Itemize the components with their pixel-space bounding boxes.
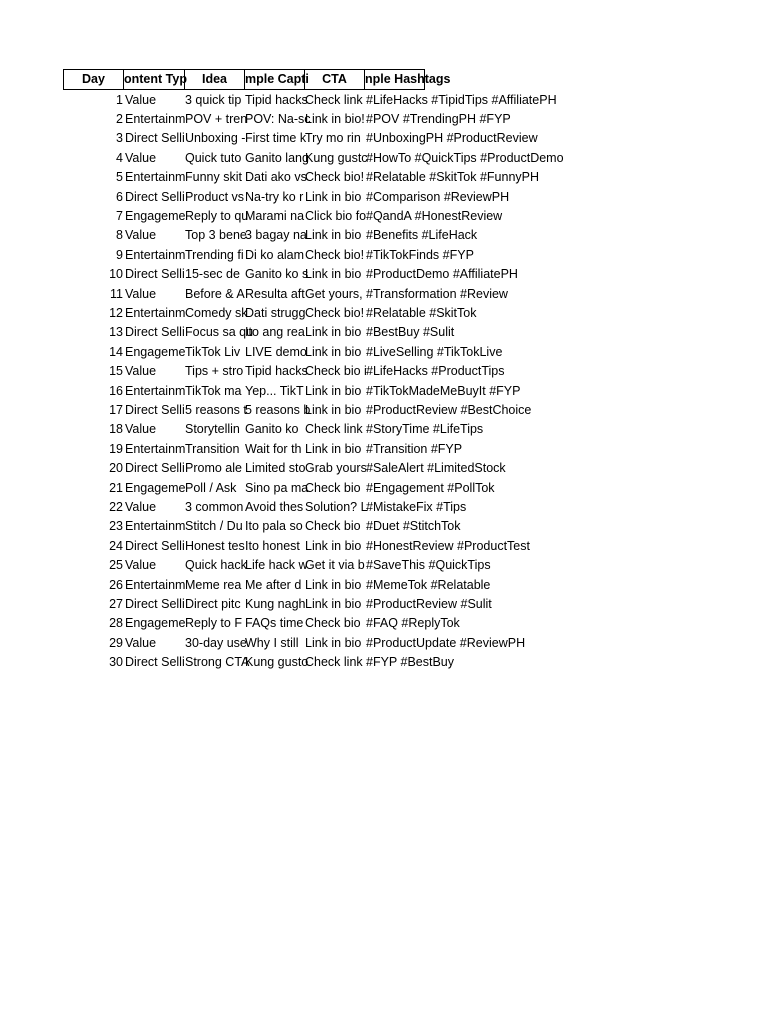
cell-day[interactable]: 6 (116, 189, 123, 204)
cell-day[interactable]: 12 (109, 305, 123, 320)
cell-content-type[interactable]: Entertainm (125, 441, 186, 456)
table-row (0, 498, 768, 517)
cell-idea[interactable]: Trending fi (185, 247, 244, 262)
cell-content-type[interactable]: Entertainm (125, 577, 186, 592)
cell-content-type[interactable]: Value (125, 228, 157, 243)
cell-sample-hashtags[interactable]: #FAQ #ReplyTok (366, 616, 460, 631)
cell-sample-hashtags[interactable]: #Relatable #SkitTok (366, 305, 477, 320)
table-row (0, 110, 768, 129)
cell-idea[interactable]: Poll / Ask (185, 480, 237, 495)
cell-sample-hashtags[interactable]: #LifeHacks #ProductTips (366, 364, 505, 379)
cell-sample-caption[interactable]: Tipid hacks (245, 364, 308, 379)
cell-cta[interactable]: Link in bio (305, 577, 362, 592)
cell-content-type[interactable]: Direct Selli (125, 189, 185, 204)
cell-content-type[interactable]: Value (125, 286, 157, 301)
cell-content-type[interactable]: Direct Selli (125, 131, 185, 146)
cell-cta[interactable]: Grab yours (305, 461, 367, 476)
cell-day[interactable]: 14 (109, 344, 123, 359)
cell-content-type[interactable]: Value (125, 150, 157, 165)
cell-sample-caption[interactable]: Avoid thes (245, 499, 304, 514)
cell-day[interactable]: 9 (116, 247, 123, 262)
cell-sample-hashtags[interactable]: #SaleAlert #LimitedStock (366, 461, 506, 476)
cell-sample-hashtags[interactable]: #ProductDemo #AffiliatePH (366, 267, 518, 282)
cell-sample-caption[interactable]: 5 reasons b (245, 402, 311, 417)
cell-sample-caption[interactable]: Me after d (245, 577, 302, 592)
cell-sample-hashtags[interactable]: #Relatable #SkitTok #FunnyPH (366, 170, 540, 185)
cell-cta[interactable]: Link in bio (305, 344, 362, 359)
cell-content-type[interactable]: Direct Selli (125, 596, 185, 611)
cell-day[interactable]: 15 (109, 364, 123, 379)
cell-idea[interactable]: Reply to qu (185, 208, 249, 223)
cell-sample-caption[interactable]: FAQs time (245, 616, 304, 631)
cell-cta[interactable]: Check link (305, 422, 363, 437)
cell-cta[interactable]: Get yours, (305, 286, 363, 301)
cell-day[interactable]: 7 (116, 208, 123, 223)
cell-sample-caption[interactable]: LIVE demo (245, 344, 307, 359)
cell-cta[interactable]: Link in bio (305, 228, 362, 243)
table-row (0, 537, 768, 556)
cell-sample-caption[interactable]: Wait for th (245, 441, 302, 456)
cell-idea[interactable]: Before & A (185, 286, 245, 301)
cell-content-type[interactable]: Value (125, 499, 157, 514)
cell-idea[interactable]: Strong CTA (185, 655, 250, 670)
cell-sample-hashtags[interactable]: #SaveThis #QuickTips (366, 558, 491, 573)
header-cta[interactable]: CTA (304, 69, 365, 90)
cell-sample-caption[interactable]: Ganito ko (245, 422, 299, 437)
cell-sample-hashtags[interactable]: #Engagement #PollTok (366, 480, 495, 495)
cell-day[interactable]: 30 (109, 655, 123, 670)
cell-sample-caption[interactable]: Why I still (245, 635, 299, 650)
cell-sample-caption[interactable]: Marami na (245, 208, 305, 223)
cell-day[interactable]: 20 (109, 461, 123, 476)
cell-idea[interactable]: 3 common (185, 499, 244, 514)
cell-sample-hashtags[interactable]: #Comparison #ReviewPH (366, 189, 510, 204)
header-day[interactable]: Day (63, 69, 124, 90)
cell-sample-hashtags[interactable]: #HonestReview #ProductTest (366, 538, 530, 553)
table-row (0, 479, 768, 498)
cell-sample-caption[interactable]: Resulta aft (245, 286, 305, 301)
cell-day[interactable]: 19 (109, 441, 123, 456)
table-row (0, 595, 768, 614)
cell-content-type[interactable]: Value (125, 364, 157, 379)
cell-cta[interactable]: Link in bio (305, 596, 362, 611)
table-row (0, 362, 768, 381)
cell-day[interactable]: 5 (116, 170, 123, 185)
cell-cta[interactable]: Solution? L (305, 499, 368, 514)
cell-sample-caption[interactable]: Tipid hacks (245, 92, 308, 107)
cell-sample-caption[interactable]: Ganito ko s (245, 267, 309, 282)
cell-sample-caption[interactable]: Dati strugg (245, 305, 306, 320)
cell-sample-caption[interactable]: Yep... TikT (245, 383, 304, 398)
cell-sample-caption[interactable]: Life hack w (245, 558, 308, 573)
table-row (0, 323, 768, 342)
cell-sample-hashtags[interactable]: #MemeTok #Relatable (366, 577, 491, 592)
cell-content-type[interactable]: Engageme (125, 480, 186, 495)
cell-sample-caption[interactable]: Ito ang rea (245, 325, 305, 340)
cell-cta[interactable]: Check bio! (305, 170, 365, 185)
table-row (0, 401, 768, 420)
cell-cta[interactable]: Check link (305, 655, 363, 670)
table-row (0, 91, 768, 110)
cell-day[interactable]: 4 (116, 150, 123, 165)
table-row (0, 556, 768, 575)
table-row (0, 226, 768, 245)
cell-cta[interactable]: Link in bio (305, 383, 362, 398)
cell-content-type[interactable]: Value (125, 635, 157, 650)
cell-cta[interactable]: Kung gustc (305, 150, 368, 165)
table-row (0, 304, 768, 323)
cell-content-type[interactable]: Entertainm (125, 305, 186, 320)
cell-idea[interactable]: Tips + stro (185, 364, 244, 379)
cell-idea[interactable]: TikTok Liv (185, 344, 241, 359)
cell-idea[interactable]: POV + tren (185, 111, 248, 126)
cell-cta[interactable]: Link in bio (305, 635, 362, 650)
cell-idea[interactable]: Stitch / Du (185, 519, 243, 534)
cell-content-type[interactable]: Value (125, 422, 157, 437)
cell-idea[interactable]: Focus sa qu (185, 325, 254, 340)
cell-cta[interactable]: Link in bio (305, 538, 362, 553)
table-row (0, 576, 768, 595)
cell-cta[interactable]: Check bio! (305, 305, 365, 320)
cell-sample-hashtags[interactable]: #LiveSelling #TikTokLive (366, 344, 503, 359)
cell-idea[interactable]: Meme rea (185, 577, 242, 592)
cell-sample-hashtags[interactable]: #MistakeFix #Tips (366, 499, 467, 514)
cell-idea[interactable]: Direct pitc (185, 596, 241, 611)
cell-sample-caption[interactable]: Limited sto (245, 461, 306, 476)
cell-day[interactable]: 16 (109, 383, 123, 398)
cell-day[interactable]: 27 (109, 596, 123, 611)
table-row (0, 653, 768, 672)
table-row (0, 614, 768, 633)
cell-day[interactable]: 24 (109, 538, 123, 553)
cell-sample-hashtags[interactable]: #ProductReview #Sulit (366, 596, 492, 611)
cell-cta[interactable]: Get it via b (305, 558, 365, 573)
header-sample-hashtags[interactable]: nple Hashtags (364, 69, 425, 90)
table-row (0, 343, 768, 362)
cell-cta[interactable]: Try mo rin (305, 131, 361, 146)
cell-sample-hashtags[interactable]: #StoryTime #LifeTips (366, 422, 484, 437)
cell-idea[interactable]: Top 3 bene (185, 228, 247, 243)
cell-cta[interactable]: Link in bio (305, 267, 362, 282)
cell-sample-hashtags[interactable]: #TikTokMadeMeBuyIt #FYP (366, 383, 521, 398)
table-row (0, 420, 768, 439)
cell-content-type[interactable]: Direct Selli (125, 655, 185, 670)
cell-sample-hashtags[interactable]: #FYP #BestBuy (366, 655, 455, 670)
cell-content-type[interactable]: Direct Selli (125, 325, 185, 340)
cell-sample-hashtags[interactable]: #UnboxingPH #ProductReview (366, 131, 538, 146)
cell-day[interactable]: 13 (109, 325, 123, 340)
cell-day[interactable]: 22 (109, 499, 123, 514)
cell-cta[interactable]: Link in bio (305, 189, 362, 204)
cell-idea[interactable]: Storytellin (185, 422, 240, 437)
cell-day[interactable]: 23 (109, 519, 123, 534)
table-row (0, 440, 768, 459)
cell-cta[interactable]: Check bio (305, 480, 361, 495)
cell-sample-hashtags[interactable]: #Duet #StitchTok (366, 519, 461, 534)
cell-sample-hashtags[interactable]: #POV #TrendingPH #FYP (366, 111, 511, 126)
cell-idea[interactable]: Comedy sk (185, 305, 248, 320)
cell-sample-caption[interactable]: 3 bagay na (245, 228, 307, 243)
cell-day[interactable]: 10 (109, 267, 123, 282)
cell-day[interactable]: 18 (109, 422, 123, 437)
table-row (0, 246, 768, 265)
cell-content-type[interactable]: Entertainm (125, 247, 186, 262)
cell-content-type[interactable]: Value (125, 558, 157, 573)
cell-sample-hashtags[interactable]: #QandA #HonestReview (366, 208, 503, 223)
cell-sample-caption[interactable]: First time k (245, 131, 307, 146)
cell-idea[interactable]: TikTok ma (185, 383, 242, 398)
cell-content-type[interactable]: Entertainm (125, 383, 186, 398)
header-sample-caption[interactable]: mple Capti (244, 69, 305, 90)
cell-sample-hashtags[interactable]: #Transformation #Review (366, 286, 508, 301)
cell-sample-hashtags[interactable]: #BestBuy #Sulit (366, 325, 455, 340)
cell-day[interactable]: 25 (109, 558, 123, 573)
cell-sample-caption[interactable]: Ganito lang (245, 150, 309, 165)
cell-sample-hashtags[interactable]: #TikTokFinds #FYP (366, 247, 474, 262)
cell-content-type[interactable]: Engageme (125, 616, 186, 631)
cell-sample-caption[interactable]: POV: Na-sc (245, 111, 311, 126)
cell-sample-caption[interactable]: Ito honest (245, 538, 300, 553)
cell-content-type[interactable]: Value (125, 92, 157, 107)
cell-idea[interactable]: Honest tes (185, 538, 245, 553)
table-row (0, 634, 768, 653)
cell-content-type[interactable]: Entertainm (125, 519, 186, 534)
cell-day[interactable]: 29 (109, 635, 123, 650)
cell-content-type[interactable]: Entertainm (125, 170, 186, 185)
cell-cta[interactable]: Click bio fo (305, 208, 367, 223)
cell-content-type[interactable]: Direct Selli (125, 267, 185, 282)
cell-idea[interactable]: Funny skit (185, 170, 242, 185)
cell-cta[interactable]: Link in bio (305, 325, 362, 340)
cell-day[interactable]: 2 (116, 111, 123, 126)
cell-day[interactable]: 26 (109, 577, 123, 592)
cell-sample-hashtags[interactable]: #ProductUpdate #ReviewPH (366, 635, 526, 650)
cell-day[interactable]: 11 (110, 286, 123, 301)
cell-day[interactable]: 17 (109, 402, 123, 417)
cell-cta[interactable]: Link in bio! (305, 111, 365, 126)
cell-idea[interactable]: 3 quick tip (185, 92, 242, 107)
cell-idea[interactable]: Reply to F (185, 616, 242, 631)
cell-idea[interactable]: Unboxing - (185, 131, 246, 146)
cell-idea[interactable]: Quick tuto (185, 150, 242, 165)
table-row (0, 168, 768, 187)
cell-sample-caption[interactable]: Dati ako vs (245, 170, 307, 185)
cell-sample-hashtags[interactable]: #ProductReview #BestChoice (366, 402, 532, 417)
cell-cta[interactable]: Check bio (305, 519, 361, 534)
cell-sample-caption[interactable]: Na-try ko r (245, 189, 304, 204)
cell-cta[interactable]: Check bio (305, 616, 361, 631)
cell-idea[interactable]: Promo ale (185, 461, 242, 476)
cell-content-type[interactable]: Engageme (125, 208, 186, 223)
table-row (0, 517, 768, 536)
table-row (0, 188, 768, 207)
table-row (0, 382, 768, 401)
cell-cta[interactable]: Link in bio (305, 441, 362, 456)
cell-idea[interactable]: Product vs (185, 189, 245, 204)
cell-content-type[interactable]: Entertainm (125, 111, 186, 126)
cell-sample-caption[interactable]: Di ko alam (245, 247, 305, 262)
cell-idea[interactable]: Transition (185, 441, 240, 456)
cell-sample-caption[interactable]: Kung nagh (245, 596, 306, 611)
cell-day[interactable]: 28 (109, 616, 123, 631)
cell-sample-hashtags[interactable]: #Benefits #LifeHack (366, 228, 478, 243)
cell-sample-caption[interactable]: Sino pa ma (245, 480, 309, 495)
cell-idea[interactable]: 15-sec de (185, 267, 240, 282)
cell-sample-hashtags[interactable]: #LifeHacks #TipidTips #AffiliatePH (366, 92, 557, 107)
cell-content-type[interactable]: Direct Selli (125, 402, 185, 417)
cell-sample-caption[interactable]: Kung gusto (245, 655, 309, 670)
cell-idea[interactable]: 5 reasons t (185, 402, 247, 417)
cell-cta[interactable]: Check link (305, 92, 363, 107)
cell-day[interactable]: 3 (116, 131, 123, 146)
cell-cta[interactable]: Check bio! (305, 247, 365, 262)
table-row (0, 285, 768, 304)
cell-sample-hashtags[interactable]: #HowTo #QuickTips #ProductDemo (366, 150, 564, 165)
header-idea[interactable]: Idea (184, 69, 245, 90)
cell-day[interactable]: 21 (109, 480, 123, 495)
cell-idea[interactable]: Quick hack (185, 558, 247, 573)
table-row (0, 207, 768, 226)
cell-day[interactable]: 8 (116, 228, 123, 243)
cell-content-type[interactable]: Engageme (125, 344, 186, 359)
table-row (0, 129, 768, 148)
header-row (0, 69, 768, 88)
cell-sample-hashtags[interactable]: #Transition #FYP (366, 441, 463, 456)
cell-content-type[interactable]: Direct Selli (125, 461, 185, 476)
cell-cta[interactable]: Check bio i (305, 364, 367, 379)
table-row (0, 149, 768, 168)
table-row (0, 265, 768, 284)
cell-sample-caption[interactable]: Ito pala so (245, 519, 303, 534)
cell-day[interactable]: 1 (116, 92, 123, 107)
table-row (0, 459, 768, 478)
cell-content-type[interactable]: Direct Selli (125, 538, 185, 553)
cell-idea[interactable]: 30-day use (185, 635, 247, 650)
header-content-type[interactable]: ontent Typ (123, 69, 185, 90)
cell-cta[interactable]: Link in bio (305, 402, 362, 417)
